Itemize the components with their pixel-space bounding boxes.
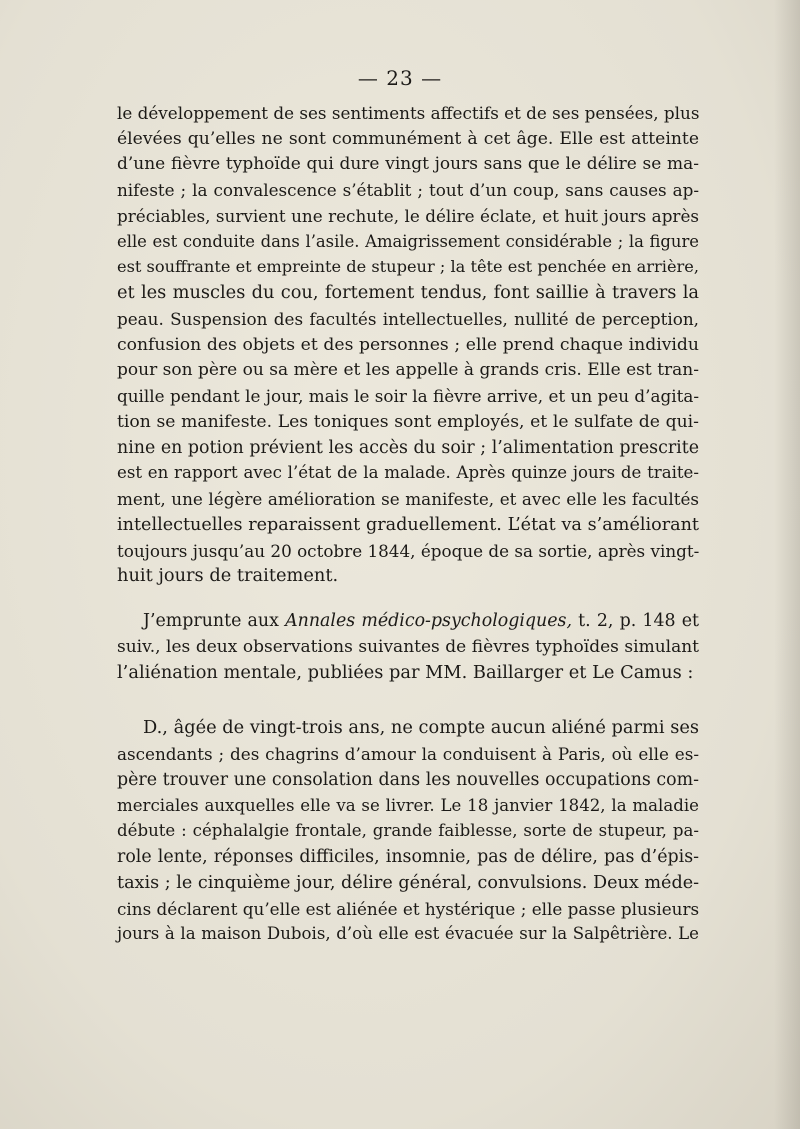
text-line: d’une fièvre typhoïde qui dure vingt jours sans que le délire se ma- xyxy=(117,154,699,174)
text-run: J’emprunte aux xyxy=(143,611,286,631)
text-line: quille pendant le jour, mais le soir la fièvre arrive, et un peu d’agita- xyxy=(117,386,699,406)
text-line: pour son père ou sa mère et les appelle à grands cris. Elle est tran- xyxy=(117,360,699,380)
text-line: role lente, réponses difficiles, insomnie, pas de délire, pas d’épis- xyxy=(117,847,699,867)
text-line: l’aliénation mentale, publiées par MM. Baillarger et Le Camus : xyxy=(117,662,694,683)
text-line: est en rapport avec l’état de la malade. Après quinze jours de traite- xyxy=(117,463,699,482)
text-line: préciables, survient une rechute, le délire éclate, et huit jours après xyxy=(117,206,699,226)
text-line: nifeste ; la convalescence s’établit ; tout d’un coup, sans causes ap- xyxy=(117,180,699,200)
text-line: ascendants ; des chagrins d’amour la conduisent à Paris, où elle es- xyxy=(117,744,699,764)
text-line: nine en potion prévient les accès du soir ; l’alimentation prescrite xyxy=(117,438,699,458)
text-line: jours à la maison Dubois, d’où elle est évacuée sur la Salpêtrière. Le xyxy=(117,924,699,943)
text-line: D., âgée de vingt-trois ans, ne compte aucun aliéné parmi ses xyxy=(143,717,699,738)
text-line: merciales auxquelles elle va se livrer. Le 18 janvier 1842, la maladie xyxy=(117,796,699,815)
text-line: peau. Suspension des facultés intellectuelles, nullité de perception, xyxy=(117,309,699,329)
text-line: confusion des objets et des personnes ; elle prend chaque individu xyxy=(117,335,699,355)
text-line: est souffrante et empreinte de stupeur ; la tête est penchée en arrière, xyxy=(117,257,699,276)
text-line: élevées qu’elles ne sont communément à cet âge. Elle est atteinte xyxy=(117,129,699,149)
page-edge-shadow xyxy=(774,0,800,1129)
text-line: ment, une légère amélioration se manifeste, et avec elle les facultés xyxy=(117,489,699,509)
text-line: intellectuelles reparaissent graduellement. L’état va s’améliorant xyxy=(117,515,699,535)
text-line: taxis ; le cinquième jour, délire général, convulsions. Deux méde- xyxy=(117,873,700,893)
text-line: cins déclarent qu’elle est aliénée et hystérique ; elle passe plusieurs xyxy=(117,899,700,919)
text-line: huit jours de traitement. xyxy=(117,565,339,586)
journal-title: Annales médico-psychologiques, xyxy=(285,611,573,631)
text-line: débute : céphalalgie frontale, grande faiblesse, sorte de stupeur, pa- xyxy=(117,821,699,840)
text-line: et les muscles du cou, fortement tendus, font saillie à travers la xyxy=(117,282,699,303)
text-line: elle est conduite dans l’asile. Amaigrissement considérable ; la figure xyxy=(117,232,699,251)
text-line xyxy=(143,609,699,633)
text-line: toujours jusqu’au 20 octobre 1844, époque de sa sortie, après vingt- xyxy=(117,541,700,561)
text-run: t. 2, p. 148 et xyxy=(572,611,700,631)
text-line: le développement de ses sentiments affectifs et de ses pensées, plus xyxy=(117,103,700,123)
page-number: — 23 — xyxy=(357,66,443,90)
text-line: tion se manifeste. Les toniques sont employés, et le sulfate de qui- xyxy=(117,412,699,432)
text-line: père trouver une consolation dans les nouvelles occupations com- xyxy=(117,770,699,790)
text-line: suiv., les deux observations suivantes de fièvres typhoïdes simulant xyxy=(117,637,699,657)
